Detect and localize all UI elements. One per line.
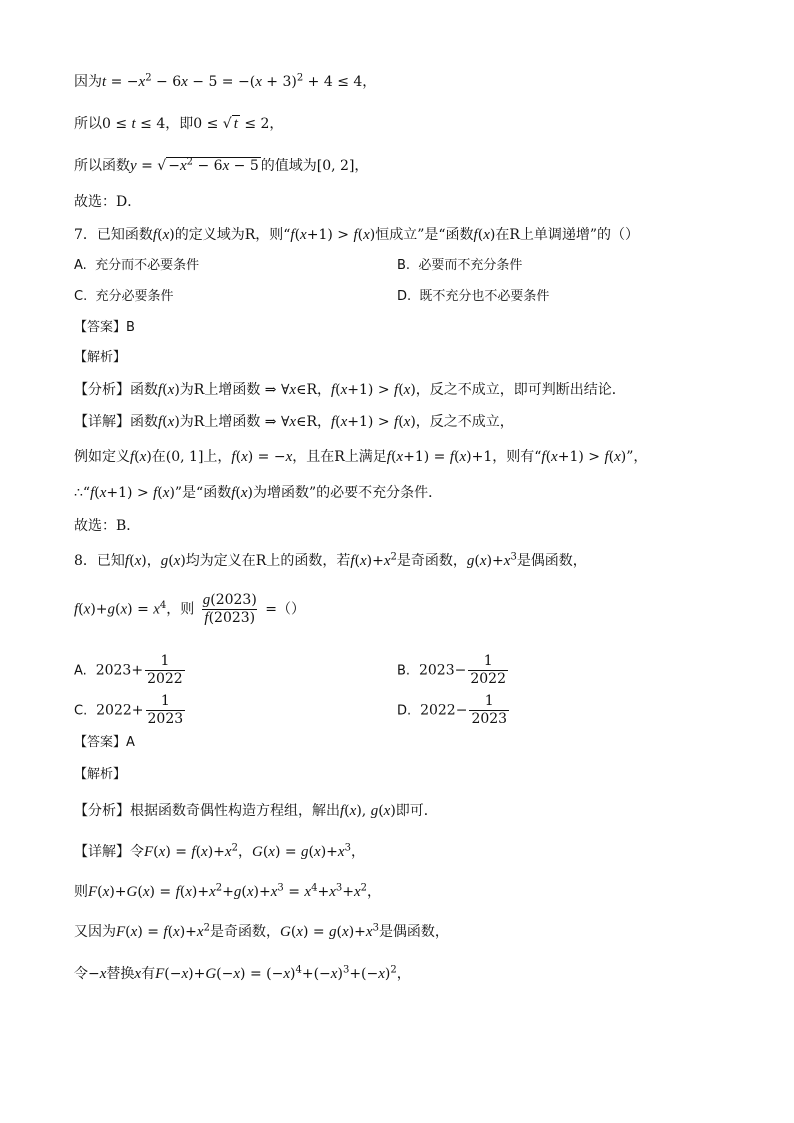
q7-analysis-summary: 【分析】函数f(x)为R上增函数 ⇒ ∀x∈R，f(x+1) > f(x)，反之不成立，即可判断出结论． — [74, 382, 626, 398]
q7-option-c[interactable] — [74, 287, 174, 307]
q8-sum: 则$F(x)+G(x) = f(x)+x^2+g(x)+x^3 = x^4+x^3+x^2$， — [74, 882, 382, 900]
question-7-stem: 7．已知函数f(x)的定义域为R，则“f(x+1) > f(x)恒成立”是“函数f(x)在R上单调递增”的（） — [74, 227, 640, 243]
option-numerator: 1 — [484, 693, 494, 709]
q8-replace: 令−x替换x有$F(-x)+G(-x) = (-x)^4+(-x)^3+(-x)^2$， — [74, 964, 411, 982]
q8-analysis-heading: 【解析】 — [74, 767, 127, 782]
q7-answer: 【答案】B — [74, 320, 135, 335]
q8-option-d[interactable] — [397, 693, 511, 728]
option-letter: C. — [74, 289, 88, 304]
step-line-2: 所以0 ≤ t ≤ 4，即0 ≤ √ t ≤ 2， — [74, 116, 284, 132]
option-letter: D. — [397, 289, 412, 304]
step-line-3: 所以函数y = √ $-x^2 - 6x - 5$ 的值域为[0, 2]， — [74, 156, 369, 174]
option-denominator: 2023 — [471, 711, 508, 727]
q7-option-b[interactable] — [397, 256, 522, 276]
question-8-condition: $f(x)+g(x) = x^4$，则 $\frac{g(2023)}{f(2023)}$ =（） — [74, 592, 305, 626]
q8-analysis-summary: 【分析】根据函数奇偶性构造方程组，解出f(x), g(x)即可． — [74, 803, 438, 819]
q8-option-b[interactable] — [397, 653, 510, 688]
option-text: 既不充分也不必要条件 — [419, 289, 550, 304]
q8-option-c[interactable] — [74, 693, 187, 728]
option-sign: + — [131, 702, 144, 719]
option-letter: B. — [397, 663, 411, 679]
q7-example: 例如定义f(x)在(0, 1]上，f(x) = −x，且在R上满足f(x+1) = f(x)+1，则有“f(x+1) > f(x)”， — [74, 449, 648, 465]
choice-d-line — [74, 192, 734, 212]
option-sign: + — [131, 662, 144, 679]
q7-analysis-heading: 【解析】 — [74, 350, 127, 365]
option-numerator: 1 — [160, 693, 170, 709]
q7-choose: 故选：B． — [74, 518, 141, 534]
q7-option-a[interactable] — [74, 256, 199, 276]
option-letter: D. — [397, 703, 412, 719]
option-denominator: 2022 — [147, 671, 183, 687]
option-numerator: 1 — [160, 653, 170, 669]
option-whole: 2022 — [96, 702, 132, 719]
q8-detail: 【详解】令$F(x) = f(x)+x^2$，$G(x) = g(x)+x^3$， — [74, 842, 365, 860]
option-text: 充分而不必要条件 — [95, 258, 200, 273]
option-whole: 2022 — [420, 702, 456, 719]
option-denominator: 2022 — [470, 671, 506, 687]
step-line-1: 因为$t = -x^2 - 6x - 5 = -(x + 3)^2 + 4 \le 4$， — [74, 72, 377, 90]
option-numerator: 1 — [483, 653, 493, 669]
option-text: 充分必要条件 — [95, 289, 174, 304]
option-text: 必要而不充分条件 — [418, 258, 523, 273]
q8-answer: 【答案】A — [74, 735, 135, 750]
question-8-stem: 8．已知f(x)，g(x)均为定义在R上的函数，若$f(x)+x^2$是奇函数，$g(x)+x^3$是偶函数， — [74, 551, 587, 569]
q7-option-d[interactable] — [397, 287, 549, 307]
option-whole: 2023 — [418, 662, 455, 679]
option-letter: A. — [74, 663, 87, 679]
option-sign: − — [455, 702, 468, 719]
q8-option-a[interactable] — [74, 653, 187, 688]
conclusion-text: 故选：D． — [74, 194, 142, 210]
option-denominator: 2023 — [147, 711, 184, 727]
option-whole: 2023 — [95, 662, 132, 679]
q8-parity: 又因为$F(x) = f(x)+x^2$是奇函数，$G(x) = g(x)+x^3$是偶函数， — [74, 922, 449, 940]
option-letter: C. — [74, 703, 88, 719]
option-letter: A. — [74, 258, 87, 273]
option-letter: B. — [397, 258, 411, 273]
q7-therefore: ∴“f(x+1) > f(x)”是“函数f(x)为增函数”的必要不充分条件． — [74, 485, 443, 501]
option-sign: − — [454, 662, 467, 679]
q7-detail: 【详解】函数f(x)为R上增函数 ⇒ ∀x∈R，f(x+1) > f(x)，反之不成立， — [74, 414, 514, 430]
